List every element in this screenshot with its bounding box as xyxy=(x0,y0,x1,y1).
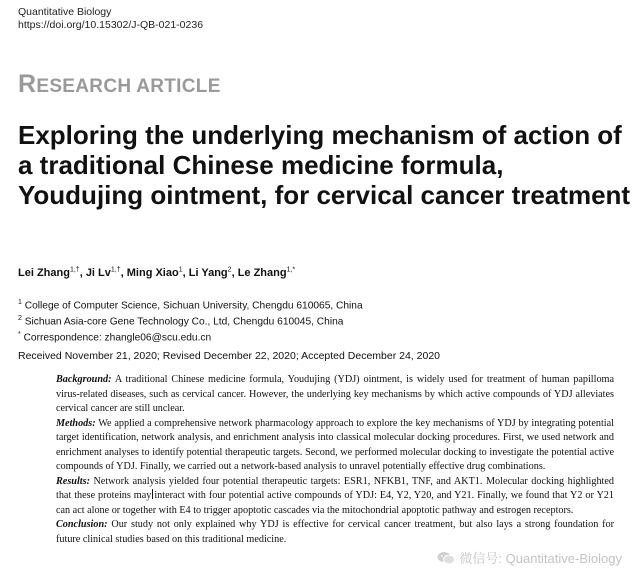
affiliations xyxy=(18,297,363,344)
author: Ji $Lv^{1,\dagger}$, xyxy=(85,266,127,279)
affiliation: $^2$ Sichuan Asia-core Gene Technology Co., Ltd, Chengdu 610045, China xyxy=(18,314,344,328)
abstract-methods: Methods: We applied a comprehensive network pharmacology approach to explore the key mechanisms of YDJ by integrating potential target identification, network analysis, and enrichment analysis into classical molecular docking procedures. First, we used network and enrichment analyses to identify potential therapeutic targets. Second, we performed molecular docking to investigate the potential active compounds of YDJ. Finally, we carried out a network-based analysis to unravel potentially effective drug combinations. xyxy=(56,417,614,473)
paper-title: Exploring the underlying mechanism of action of a traditional Chinese medicine formula, Youdujing ointment, for cervical cancer treatment xyxy=(18,120,631,210)
abstract xyxy=(56,373,614,548)
affiliation: $^1$ College of Computer Science, Sichuan University, Chengdu 610065, China xyxy=(18,299,363,312)
author-list xyxy=(18,266,295,279)
author: Le Zhang$^{1,*}$ xyxy=(237,266,296,279)
wechat-icon xyxy=(437,551,455,565)
author: Lei Zhang$^{1,\dagger}$, xyxy=(18,266,86,279)
journal-header xyxy=(18,6,203,32)
author: Ming Xiao$^1$, xyxy=(126,266,189,279)
article-type xyxy=(18,70,221,99)
author: Li Yang$^2$, xyxy=(188,266,238,279)
abstract-background: Background: A traditional Chinese medicine formula, Youdujing (YDJ) ointment, is widely used for treatment of human papilloma virus-related diseases, such as cervical cancer. However, the underlying key mechanisms by which active compounds of YDJ alleviates cervical cancer are still unclear. xyxy=(56,374,615,415)
watermark-text: 微信号: Quantitative-Biology xyxy=(459,551,622,566)
received-dates: Received November 21, 2020; Revised December 22, 2020; Accepted December 24, 2020 xyxy=(18,350,440,362)
article-type-initial: R xyxy=(18,70,37,98)
abstract-conclusion: Conclusion: Our study not only explained why YDJ is effective for cervical cancer treatment, but also lays a strong foundation for future clinical studies based on this traditional medicine. xyxy=(56,519,614,546)
journal-name: Quantitative Biology xyxy=(18,6,112,18)
article-type-rest: ESEARCH ARTICLE xyxy=(36,76,221,97)
wechat-watermark xyxy=(437,548,622,567)
doi-link[interactable]: https://doi.org/10.15302/J-QB-021-0236 xyxy=(18,19,204,31)
correspondence: * Correspondence: zhangle06@scu.edu.cn xyxy=(18,330,212,343)
abstract-results: Results: Network analysis yielded four potential therapeutic targets: ESR1, NFKB1, TNF, and AKT1. Molecular docking highlighted that these proteins may interact with four potential active compounds of YDJ: E4, Y2, Y20, and Y21. Finally, we found that Y2 or Y21 can act alone or together with E4 to trigger apoptotic cascades via the mitochondrial apoptotic pathway and estrogen receptors. xyxy=(56,475,615,516)
